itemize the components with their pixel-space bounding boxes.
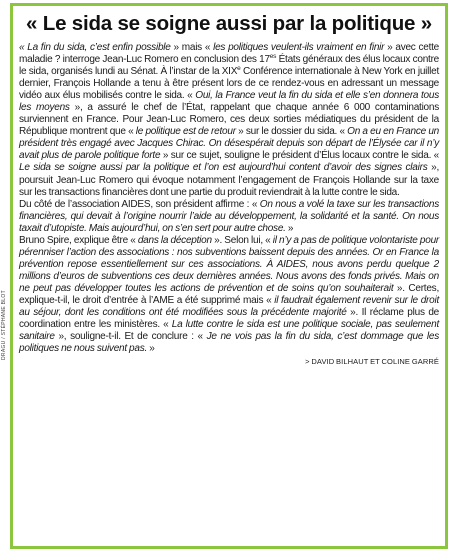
quote-text: On nous a volé la taxe sur les transactions financières, qui devait à l’origine nourrir l’aide au développement, la solidarité et la santé. On nous taxait d’utopiste. Mais aujourd’hui, on s’en sert pour autre chose. — [19, 198, 439, 234]
body-text: » sur ce sujet, souligne le président d’Élus locaux contre le sida. « — [160, 150, 440, 162]
quote-text: le politique est de retour — [135, 126, 236, 138]
body-text: » avec cette maladie ? interroge Jean-Luc Romero en conclusion des 17 — [19, 42, 440, 66]
body-text: États généraux des élus locaux contre le sida, organisés lundi au Sénat. À l’instar de la XIX — [19, 54, 440, 78]
body-text: » — [285, 222, 294, 234]
body-text: Du côté de l’association AIDES, son président affirme : « — [19, 198, 260, 210]
body-text: » sur le dossier du sida. « — [235, 126, 348, 138]
article-body — [19, 42, 439, 367]
photo-credit — [1, 240, 7, 360]
quote-text: On a eu en France un président très engagé avec Jacques Chirac. On désespérait depuis son départ de l’Élysée car il n’y avait plus de parole politique forte — [19, 126, 440, 162]
body-text: » — [147, 343, 155, 355]
body-text: ». Il réclame plus de coordination entre les ministères. « — [19, 307, 439, 331]
quote-text: Oui, la France veut la fin du sida et elle s’en donnera tous les moyens — [19, 90, 439, 114]
byline: > DAVID BILHAUT ET COLINE GARRÉ — [305, 357, 439, 367]
quote-text: « La fin du sida, c’est enfin possible — [19, 42, 171, 53]
quote-text: les politiques veulent-ils vraiment en finir — [213, 42, 385, 53]
quote-text: Le sida se soigne aussi par la politique et l’on est aujourd’hui content d’avoir des signes clairs — [19, 162, 428, 174]
quote-text: La lutte contre le sida est une politique sociale, pas seulement sanitaire — [19, 319, 439, 343]
body-text: Conférence internationale à New York en juillet dernier, François Hollande a tenu à être présent lors de ce rendez-vous en adressant un message vidéo aux élus mobilisés contre le sida. « — [19, 66, 439, 102]
quote-text: il n’y a pas de politique volontariste pour pérenniser l’action des associations : nos subventions baissent depuis des années. Or en France la prévention repose essentiellement sur ces associations. À AIDES, nous avons perdu quelque 2 millions d’euros de subventions ces deux dernières années. Nous avons des fonds privés. Mais on ne peut pas développer toutes les actions de prévention et de soins qu’on souhaiterait — [19, 234, 439, 294]
photo-credit-text: DRAGU / STÉPHANE BLOT — [1, 290, 7, 360]
body-text: », a assuré le chef de l’État, rappelant que chaque année 6 000 contaminations surviennent en France. Pour Jean-Luc Romero, ces deux sorties médiatiques du président de la République montrent que « — [19, 102, 439, 138]
body-text: », poursuit Jean-Luc Romero qui évoque notamment l’engagement de François Hollande sur la taxe sur les transactions financières dont une partie du produit reviendrait à la lutte contre le sida. — [19, 162, 439, 198]
article-box — [10, 3, 448, 549]
article-paragraph — [19, 199, 439, 235]
body-text: ». Certes, explique-t-il, le droit d’entrée à l’AME a été supprimé mais « — [19, 282, 439, 306]
article-paragraph — [19, 235, 439, 355]
body-text: Bruno Spire, explique être « — [19, 234, 138, 246]
superscript: e — [237, 65, 241, 73]
quote-text: Je ne vois pas la fin du sida, c’est dommage que les politiques ne nous suivent pas. — [19, 331, 439, 355]
article-paragraph — [19, 42, 439, 199]
quote-text: il faudrait également revenir sur le droit au séjour, dont les conditions ont été modifiées sous la précédente majorité — [19, 294, 439, 319]
body-text: ». Selon lui, « — [211, 234, 273, 246]
quote-text: dans la déception — [137, 234, 212, 246]
body-text: » mais « — [170, 42, 214, 53]
superscript: es — [269, 53, 277, 61]
article-title: « Le sida se soigne aussi par la politique » — [26, 12, 432, 35]
body-text: », souligne-t-il. Et de conclure : « — [54, 331, 207, 343]
